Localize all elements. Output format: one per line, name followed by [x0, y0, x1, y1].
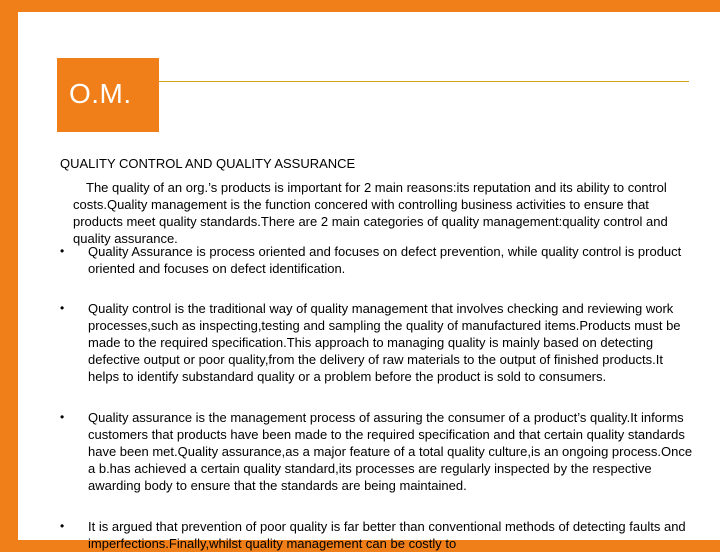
bullet-text: It is argued that prevention of poor quality is far better than conventional methods of detecting faults and imperfections.Finally,whilst quality management can be costly to: [88, 519, 686, 551]
bullet-symbol: •: [60, 244, 65, 258]
slide: [18, 12, 720, 551]
slide-title: O.M.: [69, 78, 132, 109]
bullet-symbol: •: [60, 410, 65, 424]
bullet-symbol: •: [60, 301, 65, 315]
bullet-text: Quality Assurance is process oriented and focuses on defect prevention, while quality control is product oriented and focuses on defect identification.: [88, 244, 682, 276]
bullet-text: Quality assurance is the management process of assuring the consumer of a product’s quality.It informs customers that products have been made to the required specification and that certain quality standards have been met.Quality assurance,as a major feature of a total quality culture,is an ongoing process.Once a b.has achieved a certain quality standard,its processes are regularly inspected by the respective awarding body to ensure that the standards are being maintained.: [88, 410, 693, 493]
bullet-text: Quality control is the traditional way of quality management that involves checking and reviewing work processes,such as inspecting,testing and sampling the quality of manufactured items.Products must be made to the required specification.This approach to managing quality is mainly based on detecting defective output or poor quality,from the delivery of raw materials to the output of finished products.It helps to identify substandard quality or a problem before the product is sold to consumers.: [88, 301, 681, 384]
title-box: [57, 58, 159, 132]
title-divider: [159, 81, 689, 82]
section-heading: QUALITY CONTROL AND QUALITY ASSURANCE: [60, 156, 356, 171]
intro-paragraph: The quality of an org.’s products is important for 2 main reasons:its reputation and its ability to control costs.Quality management is the function concered with controlling business activities to ensure that products meet quality standards.There are 2 main categories of quality management:quality control and quality assurance.: [73, 180, 668, 246]
bullet-symbol: •: [60, 519, 65, 533]
